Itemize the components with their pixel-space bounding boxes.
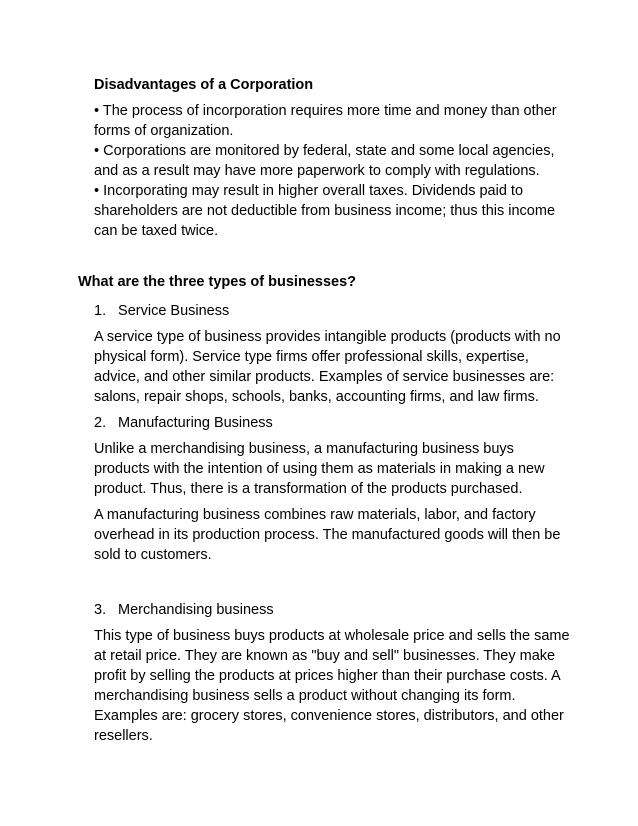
disadvantage-bullet: • Corporations are monitored by federal, state and some local agencies, and as a result may have more paperwork to comply with regulations.: [94, 143, 555, 179]
type-item-number: 3.: [94, 602, 107, 618]
type-item-label: Merchandising business: [118, 602, 274, 618]
type-item-title: [94, 600, 274, 620]
disadvantages-list: [94, 101, 574, 241]
type-item-label: Service Business: [118, 303, 230, 319]
type-item-number: 1.: [94, 303, 107, 319]
type-item-paragraph: A manufacturing business combines raw materials, labor, and factory overhead in its production process. The manufactured goods will then be sold to customers.: [94, 507, 561, 563]
type-item-title: [94, 413, 273, 433]
disadvantage-bullet: • The process of incorporation requires more time and money than other forms of organization.: [94, 103, 557, 139]
types-heading: What are the three types of businesses?: [78, 274, 356, 290]
type-item-title: [94, 301, 229, 321]
disadvantages-heading: Disadvantages of a Corporation: [94, 77, 314, 93]
type-item-paragraph: This type of business buys products at wholesale price and sells the same at retail price. They are known as "buy and sell" businesses. They make profit by selling the products at prices higher than their purchase costs. A merchandising business sells a product without changing its form. Examples are: grocery stores, convenience stores, distributors, and other resellers.: [94, 628, 570, 744]
type-item-paragraph: A service type of business provides intangible products (products with no physical form). Service type firms offer professional skills, expertise, advice, and other similar products. Examples of service businesses are: salons, repair shops, schools, banks, accounting firms, and law firms.: [94, 329, 561, 405]
type-item-number: 2.: [94, 415, 107, 431]
type-item-label: Manufacturing Business: [118, 415, 273, 431]
type-item-paragraph: Unlike a merchandising business, a manufacturing business buys products with the intention of using them as materials in making a new product. Thus, there is a transformation of the products purchased.: [94, 441, 545, 497]
disadvantage-bullet: • Incorporating may result in higher overall taxes. Dividends paid to shareholders are not deductible from business income; thus this income can be taxed twice.: [94, 183, 556, 239]
